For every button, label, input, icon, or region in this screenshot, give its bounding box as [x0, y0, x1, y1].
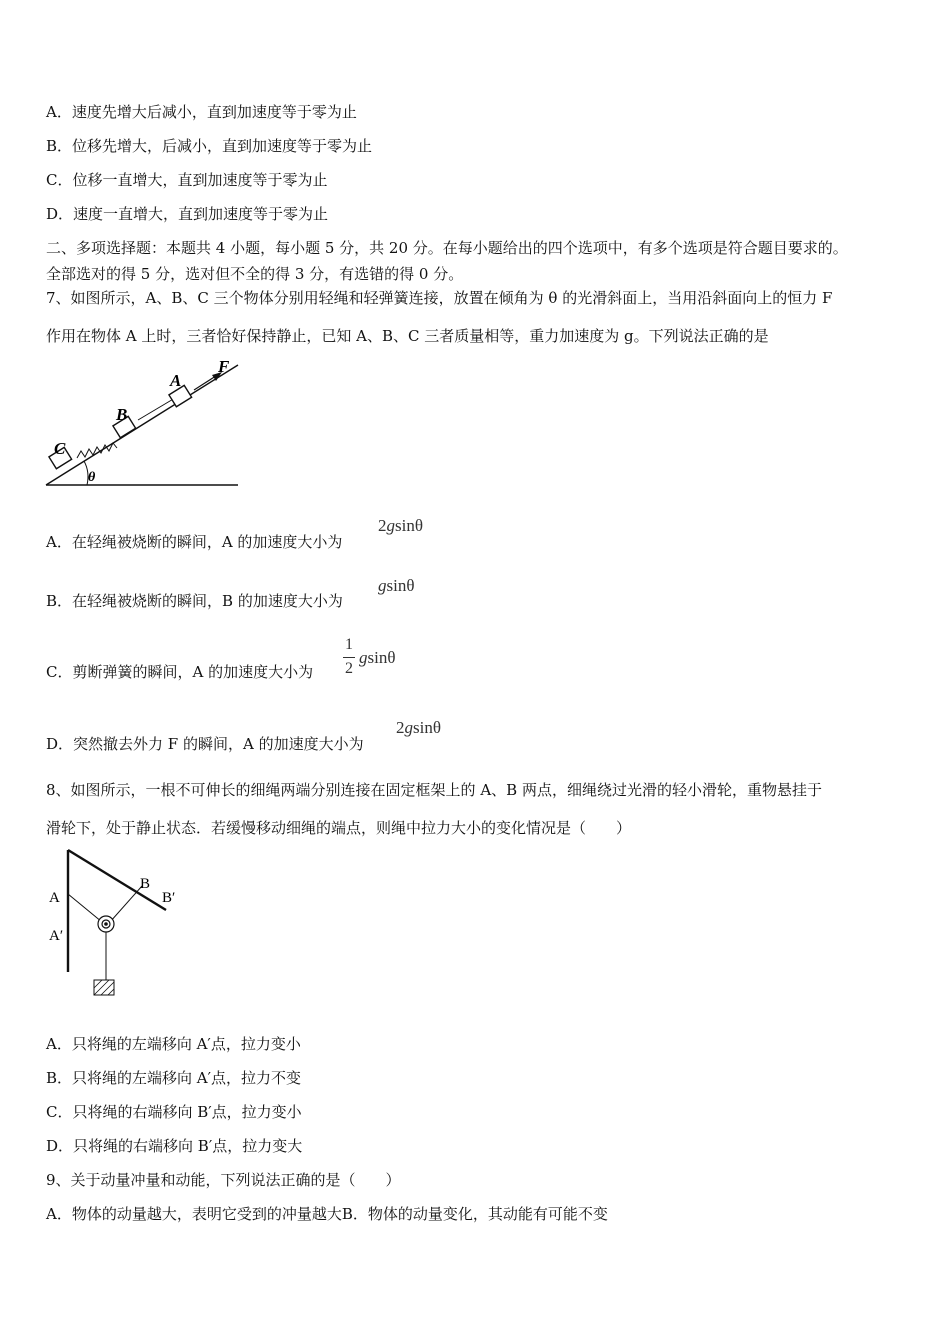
label-b-prime: B′ — [162, 890, 176, 906]
q9-stem: 9、关于动量冲量和动能，下列说法正确的是（ ） — [46, 1171, 401, 1189]
q8-stem-line1: 8、如图所示，一根不可伸长的细绳两端分别连接在固定框架上的 A、B 两点，细绳绕过光滑的轻小滑轮，重物悬挂于 — [46, 781, 822, 799]
label-b: B — [140, 876, 151, 892]
label-a: A — [170, 371, 182, 390]
q7-stem-line1: 7、如图所示，A、B、C 三个物体分别用轻绳和轻弹簧连接，放置在倾角为 θ 的光滑斜面上，当用沿斜面向上的恒力 F — [46, 289, 833, 307]
q7-option-c-frac-den: 2 — [345, 660, 353, 677]
q7-option-c-frac-bar — [343, 657, 355, 658]
q7-stem-line2: 作用在物体 A 上时，三者恰好保持静止，已知 A、B、C 三者质量相等，重力加速度为 g。下列说法正确的是 — [46, 327, 769, 345]
q8-option-d: D．只将绳的右端移向 B′点，拉力变大 — [46, 1137, 303, 1155]
q8-option-a: A．只将绳的左端移向 A′点，拉力变小 — [46, 1035, 301, 1053]
label-b: B — [116, 405, 128, 424]
q8-pulley-figure — [44, 846, 194, 1002]
q7-option-a-formula: 2gsinθ — [378, 516, 423, 535]
section2-heading-line2: 全部选对的得 5 分，选对但不全的得 3 分，有选错的得 0 分。 — [46, 265, 464, 283]
q7-option-b-formula: gsinθ — [378, 576, 415, 595]
label-a-prime: A′ — [49, 928, 64, 944]
q6-option-d: D．速度一直增大，直到加速度等于零为止 — [46, 205, 329, 223]
q8-stem-line2: 滑轮下，处于静止状态．若缓慢移动细绳的端点，则绳中拉力大小的变化情况是（ ） — [46, 819, 632, 837]
q6-option-c: C．位移一直增大，直到加速度等于零为止 — [46, 171, 328, 189]
q7-option-c-frac-num: 1 — [345, 636, 353, 653]
q7-incline-figure — [44, 356, 244, 490]
q7-option-d: D．突然撤去外力 F 的瞬间，A 的加速度大小为 — [46, 735, 364, 753]
label-theta: θ — [88, 470, 96, 485]
label-c: C — [54, 439, 66, 458]
q6-option-a: A．速度先增大后减小，直到加速度等于零为止 — [46, 103, 357, 121]
q7-option-b: B．在轻绳被烧断的瞬间，B 的加速度大小为 — [46, 592, 343, 610]
q7-option-c-formula: gsinθ — [359, 648, 396, 667]
section2-heading-line1: 二、多项选择题：本题共 4 小题，每小题 5 分，共 20 分。在每小题给出的四个选项中，有多个选项是符合题目要求的。 — [46, 239, 848, 257]
label-f: F — [218, 357, 230, 376]
q8-option-b: B．只将绳的左端移向 A′点，拉力不变 — [46, 1069, 302, 1087]
q7-option-c: C．剪断弹簧的瞬间，A 的加速度大小为 — [46, 663, 314, 681]
q7-option-a: A．在轻绳被烧断的瞬间，A 的加速度大小为 — [46, 533, 343, 551]
q6-option-b: B．位移先增大，后减小，直到加速度等于零为止 — [46, 137, 373, 155]
label-a: A — [49, 890, 60, 906]
q7-option-d-formula: 2gsinθ — [396, 718, 441, 737]
q9-options-line: A．物体的动量越大，表明它受到的冲量越大B．物体的动量变化，其动能有可能不变 — [46, 1205, 608, 1223]
q8-option-c: C．只将绳的右端移向 B′点，拉力变小 — [46, 1103, 302, 1121]
